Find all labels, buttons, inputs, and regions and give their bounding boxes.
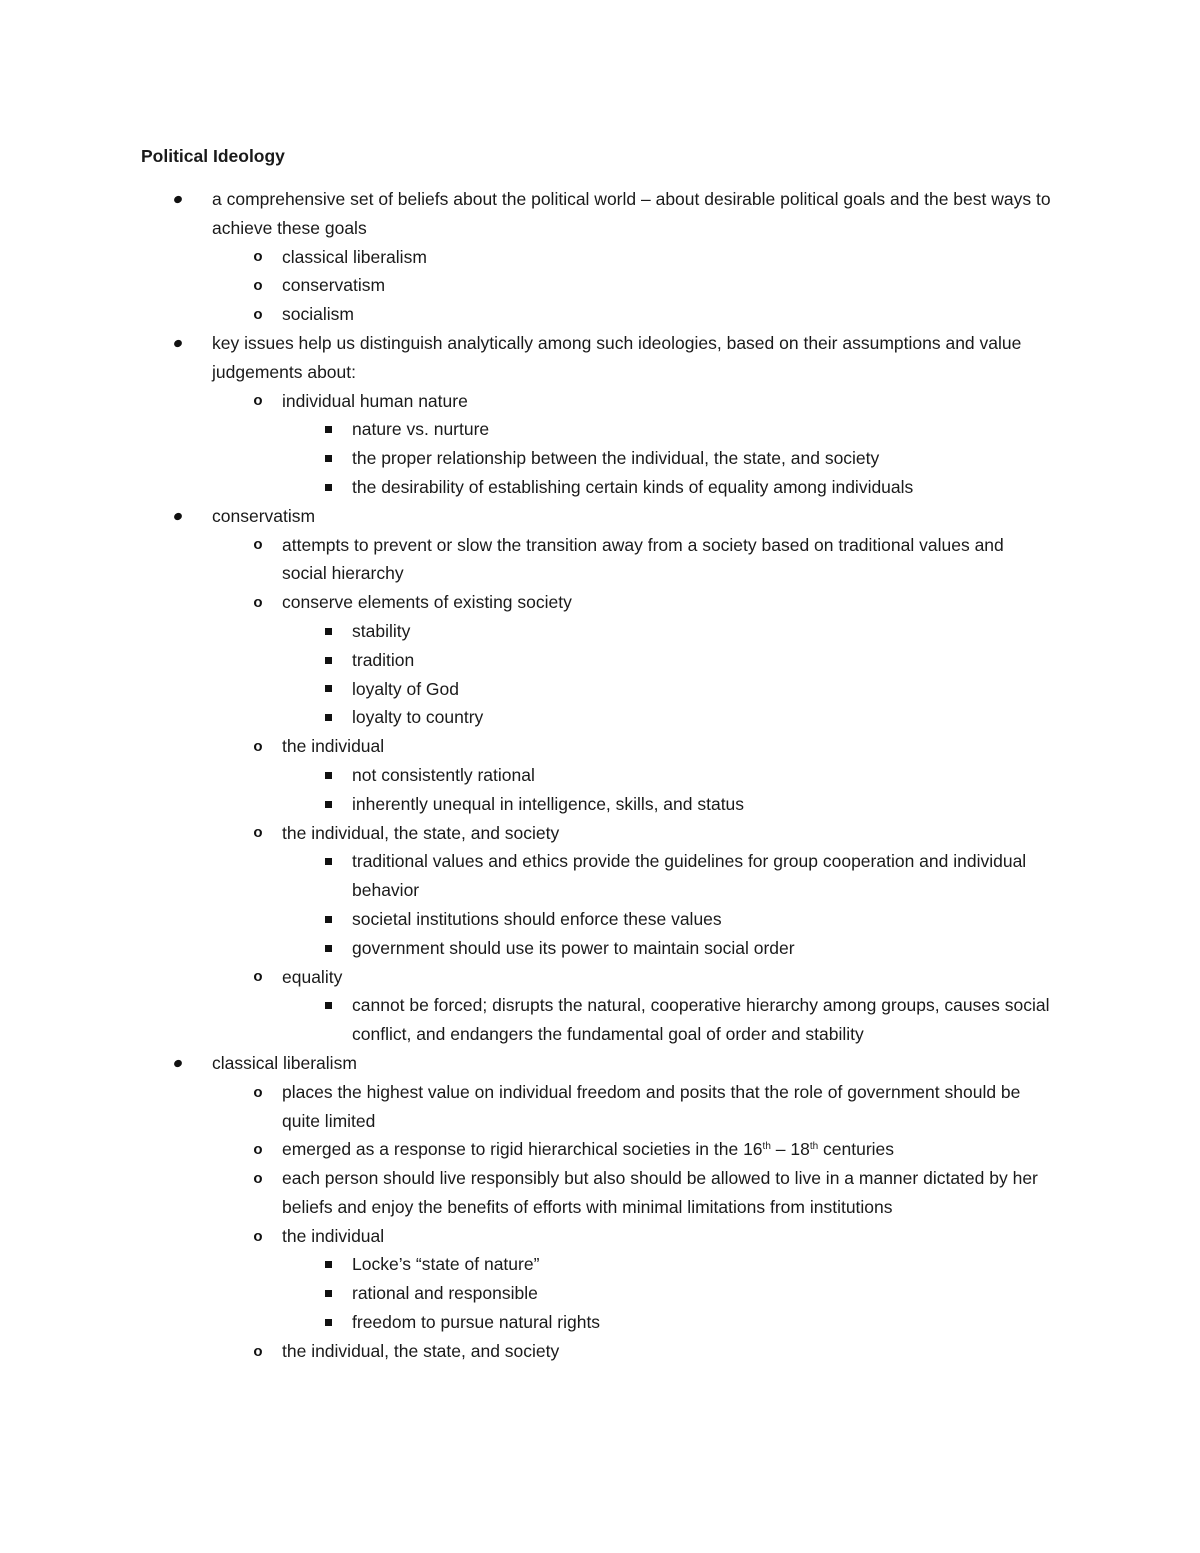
sub-sub-item: [282, 1308, 1052, 1337]
sub-sub-item: [282, 675, 1052, 704]
item-text: traditional values and ethics provide the guidelines for group cooperation and individual behavior: [352, 851, 1027, 901]
bullet-marker: [318, 1308, 338, 1337]
bullet-square-icon: [325, 945, 332, 952]
item-text: loyalty of God: [352, 678, 459, 699]
bullet-marker: [318, 1250, 338, 1279]
outline-item: [0, 502, 1052, 1049]
item-text: classical liberalism: [282, 246, 427, 267]
sub-item: [212, 1337, 1052, 1366]
sub-list: [212, 1078, 1052, 1366]
bullet-circle-icon: o: [253, 306, 263, 324]
sub-sub-item: [282, 1279, 1052, 1308]
bullet-marker: [168, 1049, 188, 1078]
bullet-marker: [318, 675, 338, 704]
sub-sub-item: [282, 1250, 1052, 1279]
bullet-marker: [248, 1222, 268, 1251]
sub-item: [212, 1164, 1052, 1222]
outline-list: [0, 185, 1200, 1366]
bullet-marker: [248, 588, 268, 617]
sub-item: [212, 271, 1052, 300]
sub-sub-item: [282, 473, 1052, 502]
item-text: government should use its power to maintain social order: [352, 937, 795, 958]
sub-sub-item: [282, 617, 1052, 646]
sub-list: [212, 387, 1052, 502]
sub-sub-item: [282, 703, 1052, 732]
sub-item: [212, 531, 1052, 589]
superscript: th: [809, 1141, 819, 1153]
sub-item: [212, 732, 1052, 818]
item-text: classical liberalism: [212, 1052, 357, 1073]
bullet-square-icon: [325, 1002, 332, 1009]
item-text: conservatism: [282, 275, 386, 296]
bullet-marker: [248, 300, 268, 329]
item-text: the individual: [282, 736, 385, 757]
bullet-square-icon: [325, 484, 332, 491]
item-text: individual human nature: [282, 390, 468, 411]
bullet-marker: [248, 243, 268, 272]
bullet-square-icon: [325, 772, 332, 779]
bullet-circle-icon: o: [253, 824, 263, 842]
sub-sub-item: [282, 761, 1052, 790]
item-text: conserve elements of existing society: [282, 592, 572, 613]
bullet-circle-icon: o: [253, 594, 263, 612]
item-text: freedom to pursue natural rights: [352, 1312, 601, 1333]
outline-item: [0, 329, 1052, 502]
bullet-marker: [248, 1135, 268, 1164]
sub-item: [212, 819, 1052, 963]
item-text: not consistently rational: [352, 764, 535, 785]
sub-list: [212, 243, 1052, 329]
bullet-square-icon: [325, 426, 332, 433]
bullet-circle-icon: o: [253, 738, 263, 756]
text-part: – 18: [770, 1139, 810, 1160]
bullet-square-icon: [325, 1319, 332, 1326]
bullet-marker: [318, 761, 338, 790]
item-text: stability: [352, 620, 411, 641]
sub-item: [212, 963, 1052, 1049]
bullet-circle-icon: o: [253, 1227, 263, 1245]
sub-sub-item: [282, 905, 1052, 934]
bullet-square-icon: [325, 455, 332, 462]
text-part: centuries: [818, 1139, 895, 1160]
item-text: equality: [282, 966, 343, 987]
sub-sub-item: [282, 415, 1052, 444]
outline-item: [0, 1049, 1052, 1366]
bullet-marker: [318, 617, 338, 646]
sub-sub-list: [282, 991, 1052, 1049]
bullet-marker: [168, 185, 188, 214]
bullet-marker: [168, 502, 188, 531]
bullet-marker: [248, 1078, 268, 1107]
sub-sub-list: [282, 1250, 1052, 1336]
bullet-square-icon: [325, 714, 332, 721]
item-text: socialism: [282, 304, 354, 325]
item-text: a comprehensive set of beliefs about the political world – about desirable political goals and the best ways to achieve these goals: [212, 189, 1051, 238]
bullet-marker: [248, 1337, 268, 1366]
bullet-square-icon: [325, 685, 332, 692]
sub-sub-item: [282, 646, 1052, 675]
sub-item: [212, 243, 1052, 272]
bullet-marker: [318, 646, 338, 675]
item-text: conservatism: [212, 505, 316, 526]
sub-sub-list: [282, 617, 1052, 732]
page-title: Political Ideology: [141, 146, 285, 166]
bullet-marker: [318, 473, 338, 502]
item-text: loyalty to country: [352, 707, 484, 728]
sub-sub-item: [282, 444, 1052, 473]
bullet-marker: [248, 271, 268, 300]
item-text: the individual, the state, and society: [282, 822, 560, 843]
sub-sub-item: [282, 991, 1052, 1049]
bullet-dot-icon: [173, 339, 183, 349]
bullet-square-icon: [325, 1261, 332, 1268]
sub-sub-item: [282, 790, 1052, 819]
bullet-marker: [248, 531, 268, 560]
item-text: rational and responsible: [352, 1283, 538, 1304]
bullet-circle-icon: o: [253, 1083, 263, 1101]
sub-sub-item: [282, 847, 1052, 905]
item-text: Locke’s “state of nature”: [352, 1254, 540, 1275]
bullet-circle-icon: o: [253, 1141, 263, 1159]
bullet-marker: [318, 847, 338, 876]
item-text: [282, 1139, 894, 1159]
bullet-marker: [248, 963, 268, 992]
bullet-circle-icon: o: [253, 1342, 263, 1360]
bullet-marker: [318, 444, 338, 473]
item-text: the desirability of establishing certain kinds of equality among individuals: [352, 476, 914, 497]
item-text: places the highest value on individual freedom and posits that the role of government should be quite limited: [282, 1081, 1021, 1131]
sub-sub-list: [282, 415, 1052, 501]
item-text: the individual: [282, 1225, 385, 1246]
bullet-marker: [248, 387, 268, 416]
sub-item: [212, 1078, 1052, 1136]
bullet-dot-icon: [173, 195, 183, 205]
bullet-marker: [248, 819, 268, 848]
bullet-square-icon: [325, 801, 332, 808]
bullet-square-icon: [325, 1290, 332, 1297]
sub-list: [212, 531, 1052, 1049]
bullet-square-icon: [325, 916, 332, 923]
bullet-circle-icon: o: [253, 392, 263, 410]
item-text: attempts to prevent or slow the transition away from a society based on traditional values and social hierarchy: [282, 534, 1004, 584]
bullet-square-icon: [325, 628, 332, 635]
bullet-marker: [318, 415, 338, 444]
text-part: emerged as a response to rigid hierarchical societies in the 16: [282, 1139, 763, 1160]
item-text: societal institutions should enforce these values: [352, 908, 722, 929]
item-text: tradition: [352, 649, 415, 670]
item-text: the individual, the state, and society: [282, 1340, 560, 1361]
superscript: th: [762, 1141, 771, 1153]
bullet-dot-icon: [173, 1058, 183, 1068]
sub-item: [212, 1135, 1052, 1164]
item-text: the proper relationship between the individual, the state, and society: [352, 448, 880, 469]
bullet-marker: [318, 790, 338, 819]
bullet-circle-icon: o: [253, 536, 263, 554]
sub-item: [212, 588, 1052, 732]
bullet-marker: [318, 1279, 338, 1308]
outline-item: [0, 185, 1052, 329]
sub-sub-list: [282, 761, 1052, 819]
bullet-marker: [248, 1164, 268, 1193]
sub-item: [212, 300, 1052, 329]
bullet-dot-icon: [173, 511, 183, 521]
item-text: nature vs. nurture: [352, 419, 490, 440]
bullet-circle-icon: o: [253, 968, 263, 986]
bullet-marker: [318, 905, 338, 934]
sub-sub-item: [282, 934, 1052, 963]
bullet-circle-icon: o: [253, 248, 263, 266]
bullet-marker: [168, 329, 188, 358]
item-text: each person should live responsibly but also should be allowed to live in a manner dictated by her beliefs and enjoy the benefits of efforts with minimal limitations from institutions: [282, 1168, 1038, 1217]
bullet-square-icon: [325, 657, 332, 664]
bullet-marker: [318, 934, 338, 963]
bullet-circle-icon: o: [253, 277, 263, 295]
sub-sub-list: [282, 847, 1052, 962]
bullet-square-icon: [325, 858, 332, 865]
bullet-circle-icon: o: [253, 1169, 263, 1187]
item-text: cannot be forced; disrupts the natural, cooperative hierarchy among groups, causes social conflict, and endangers the fundamental goal of order and stability: [352, 995, 1050, 1045]
sub-item: [212, 1222, 1052, 1337]
item-text: key issues help us distinguish analytically among such ideologies, based on their assumptions and value judgements about:: [212, 332, 1022, 382]
bullet-marker: [318, 991, 338, 1020]
item-text: inherently unequal in intelligence, skills, and status: [352, 793, 745, 814]
bullet-marker: [248, 732, 268, 761]
bullet-marker: [318, 703, 338, 732]
sub-item: [212, 387, 1052, 502]
